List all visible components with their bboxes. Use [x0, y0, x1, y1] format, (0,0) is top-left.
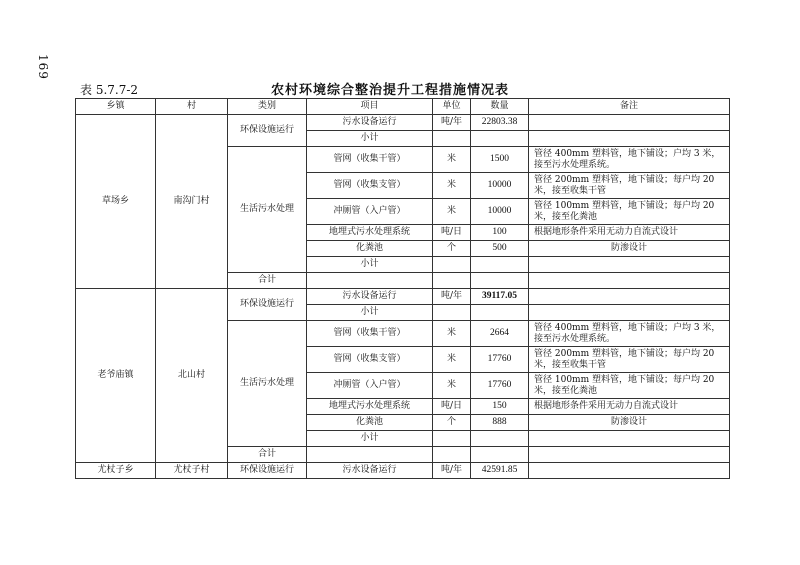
qty-cell: 1500: [471, 147, 529, 173]
qty-cell: [471, 431, 529, 447]
note-cell: 管径 400mm 塑料管，地下铺设；户均 3 米，接至污水处理系统。: [529, 321, 730, 347]
table-row: [76, 463, 730, 479]
township-cell: 尤杖子乡: [76, 463, 156, 479]
unit-cell: 吨/年: [433, 463, 471, 479]
unit-cell: [433, 431, 471, 447]
qty-cell: 10000: [471, 173, 529, 199]
unit-cell: 个: [433, 241, 471, 257]
unit-cell: 米: [433, 199, 471, 225]
category-cell: 环保设施运行: [228, 115, 307, 147]
qty-cell: 2664: [471, 321, 529, 347]
note-cell: [529, 257, 730, 273]
item-cell: 地埋式污水处理系统: [307, 399, 433, 415]
total-label: 合计: [228, 447, 307, 463]
township-cell: 草场乡: [76, 115, 156, 289]
item-cell: 管网（收集干管）: [307, 321, 433, 347]
item-cell: 小计: [307, 131, 433, 147]
note-cell: 根据地形条件采用无动力自流式设计: [529, 225, 730, 241]
unit-cell: [433, 305, 471, 321]
item-cell: 管网（收集支管）: [307, 347, 433, 373]
unit-cell: [433, 257, 471, 273]
qty-cell: 500: [471, 241, 529, 257]
unit-cell: 米: [433, 373, 471, 399]
unit-cell: 吨/日: [433, 225, 471, 241]
item-cell: 化粪池: [307, 415, 433, 431]
unit-cell: 米: [433, 321, 471, 347]
header-row: [76, 99, 730, 115]
unit-cell: 吨/日: [433, 399, 471, 415]
item-cell: 管网（收集干管）: [307, 147, 433, 173]
qty-cell: 150: [471, 399, 529, 415]
header-quantity: 数量: [471, 99, 529, 115]
category-cell: 生活污水处理: [228, 147, 307, 273]
item-cell: 小计: [307, 305, 433, 321]
unit-cell: 米: [433, 347, 471, 373]
note-cell: 管径 200mm 塑料管，地下铺设；每户均 20 米，接至收集干管: [529, 347, 730, 373]
category-cell: 环保设施运行: [228, 463, 307, 479]
unit-cell: 吨/年: [433, 289, 471, 305]
table-number: 表 5.7.7-2: [80, 83, 139, 97]
qty-cell: 17760: [471, 347, 529, 373]
table-row: [76, 289, 730, 305]
qty-cell: 100: [471, 225, 529, 241]
item-cell: 污水设备运行: [307, 463, 433, 479]
item-cell: 污水设备运行: [307, 115, 433, 131]
note-cell: 管径 200mm 塑料管，地下铺设；每户均 20 米，接至收集干管: [529, 173, 730, 199]
township-cell: 老爷庙镇: [76, 289, 156, 463]
qty-cell: [471, 131, 529, 147]
unit-cell: 吨/年: [433, 115, 471, 131]
header-village: 村: [156, 99, 228, 115]
note-cell: [529, 305, 730, 321]
note-cell: [529, 115, 730, 131]
total-label: 合计: [228, 273, 307, 289]
item-cell: 冲厕管（入户管）: [307, 199, 433, 225]
header-note: 备注: [529, 99, 730, 115]
qty-cell: 888: [471, 415, 529, 431]
measures-table: [75, 98, 730, 479]
category-cell: 环保设施运行: [228, 289, 307, 321]
qty-cell: [471, 257, 529, 273]
note-cell: [529, 131, 730, 147]
header-township: 乡镇: [76, 99, 156, 115]
village-cell: 北山村: [156, 289, 228, 463]
note-cell: [529, 431, 730, 447]
unit-cell: 个: [433, 415, 471, 431]
table-title: 农村环境综合整治提升工程措施情况表: [270, 83, 509, 98]
note-cell: [529, 463, 730, 479]
note-cell: 根据地形条件采用无动力自流式设计: [529, 399, 730, 415]
qty-cell: 10000: [471, 199, 529, 225]
item-cell: 小计: [307, 257, 433, 273]
unit-cell: 米: [433, 173, 471, 199]
qty-cell: 42591.85: [471, 463, 529, 479]
item-cell: 化粪池: [307, 241, 433, 257]
item-cell: 小计: [307, 431, 433, 447]
qty-cell: 22803.38: [471, 115, 529, 131]
header-unit: 单位: [433, 99, 471, 115]
qty-cell: 39117.05: [471, 289, 529, 305]
item-cell: 地埋式污水处理系统: [307, 225, 433, 241]
note-cell: 防渗设计: [529, 415, 730, 431]
category-cell: 生活污水处理: [228, 321, 307, 447]
item-cell: 管网（收集支管）: [307, 173, 433, 199]
item-cell: 污水设备运行: [307, 289, 433, 305]
note-cell: 管径 400mm 塑料管，地下铺设；户均 3 米，接至污水处理系统。: [529, 147, 730, 173]
qty-cell: 17760: [471, 373, 529, 399]
village-cell: 尤杖子村: [156, 463, 228, 479]
item-cell: 冲厕管（入户管）: [307, 373, 433, 399]
note-cell: 防渗设计: [529, 241, 730, 257]
note-cell: 管径 100mm 塑料管，地下铺设；每户均 20 米，接至化粪池: [529, 373, 730, 399]
unit-cell: [433, 131, 471, 147]
note-cell: [529, 289, 730, 305]
header-item: 项目: [307, 99, 433, 115]
page-number: 169: [36, 54, 50, 80]
qty-cell: [471, 305, 529, 321]
table-row: [76, 115, 730, 131]
header-category: 类别: [228, 99, 307, 115]
village-cell: 南沟门村: [156, 115, 228, 289]
note-cell: 管径 100mm 塑料管，地下铺设；每户均 20 米，接至化粪池: [529, 199, 730, 225]
unit-cell: 米: [433, 147, 471, 173]
